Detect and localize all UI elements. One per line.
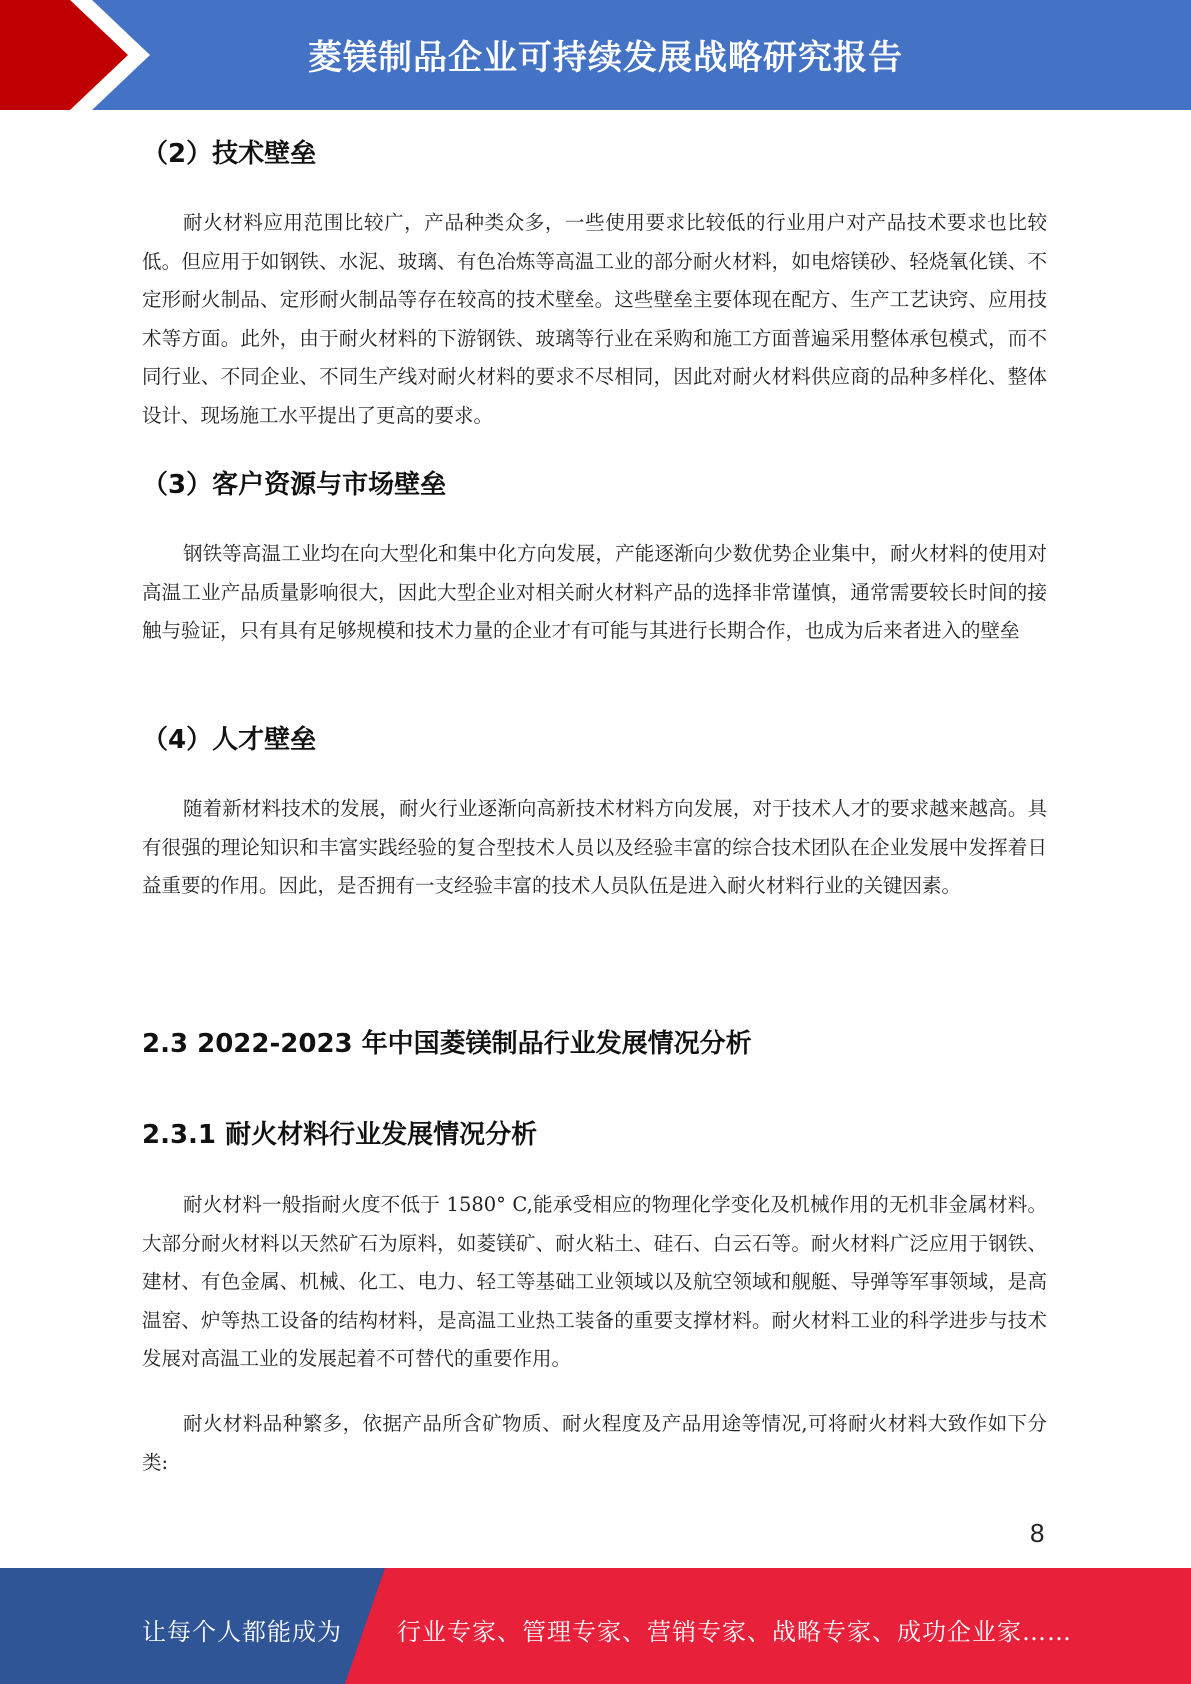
paragraph-customer-barrier: 钢铁等高温工业均在向大型化和集中化方向发展，产能逐渐向少数优势企业集中，耐火材料的使用对高温工业产品质量影响很大，因此大型企业对相关耐火材料产品的选择非常谨慎，通常需要较长时间的接触与验证，只有具有足够规模和技术力量的企业才有可能与其进行长期合作，也成为后来者进入的壁垒: [142, 542, 1047, 642]
footer-slogan-left: 让每个人都能成为: [142, 1618, 342, 1646]
page-header: [0, 0, 1191, 110]
paragraph-refractory-classification: 耐火材料品种繁多，依据产品所含矿物质、耐火程度及产品用途等情况,可将耐火材料大致作如下分类:: [142, 1412, 1047, 1474]
heading-section-2-3-1: 2.3.1 耐火材料行业发展情况分析: [142, 1120, 538, 1150]
paragraph-refractory-definition: 耐火材料一般指耐火度不低于 1580° C,能承受相应的物理化学变化及机械作用的无机非金属材料。大部分耐火材料以天然矿石为原料，如菱镁矿、耐火粘土、硅石、白云石等。耐火材料广泛应用于钢铁、建材、有色金属、机械、化工、电力、轻工等基础工业领域以及航空领域和舰艇、导弹等军事领域，是高温窑、炉等热工设备的结构材料，是高温工业热工装备的重要支撑材料。耐火材料工业的科学进步与技术发展对高温工业的发展起着不可替代的重要作用。: [142, 1193, 1047, 1370]
paragraph-talent-barrier: 随着新材料技术的发展，耐火行业逐渐向高新技术材料方向发展，对于技术人才的要求越来越高。具有很强的理论知识和丰富实践经验的复合型技术人员以及经验丰富的综合技术团队在企业发展中发挥着日益重要的作用。因此，是否拥有一支经验丰富的技术人员队伍是进入耐火材料行业的关键因素。: [142, 797, 1047, 897]
page-footer: [0, 1568, 1191, 1684]
heading-section-2-3: 2.3 2022-2023 年中国菱镁制品行业发展情况分析: [142, 1029, 752, 1059]
page-number: 8: [1030, 1518, 1045, 1548]
heading-customer-barrier: （3）客户资源与市场壁垒: [142, 470, 447, 500]
footer-slogan-right: 行业专家、管理专家、营销专家、战略专家、成功企业家……: [397, 1618, 1072, 1646]
report-title: 菱镁制品企业可持续发展战略研究报告: [308, 38, 903, 78]
heading-tech-barrier: （2）技术壁垒: [142, 139, 317, 169]
heading-talent-barrier: （4）人才壁垒: [142, 725, 317, 755]
paragraph-tech-barrier: 耐火材料应用范围比较广，产品种类众多，一些使用要求比较低的行业用户对产品技术要求也比较低。但应用于如钢铁、水泥、玻璃、有色冶炼等高温工业的部分耐火材料，如电熔镁砂、轻烧氧化镁、不定形耐火制品、定形耐火制品等存在较高的技术壁垒。这些壁垒主要体现在配方、生产工艺诀窍、应用技术等方面。此外，由于耐火材料的下游钢铁、玻璃等行业在采购和施工方面普遍采用整体承包模式，而不同行业、不同企业、不同生产线对耐火材料的要求不尽相同，因此对耐火材料供应商的品种多样化、整体设计、现场施工水平提出了更高的要求。: [142, 211, 1047, 427]
